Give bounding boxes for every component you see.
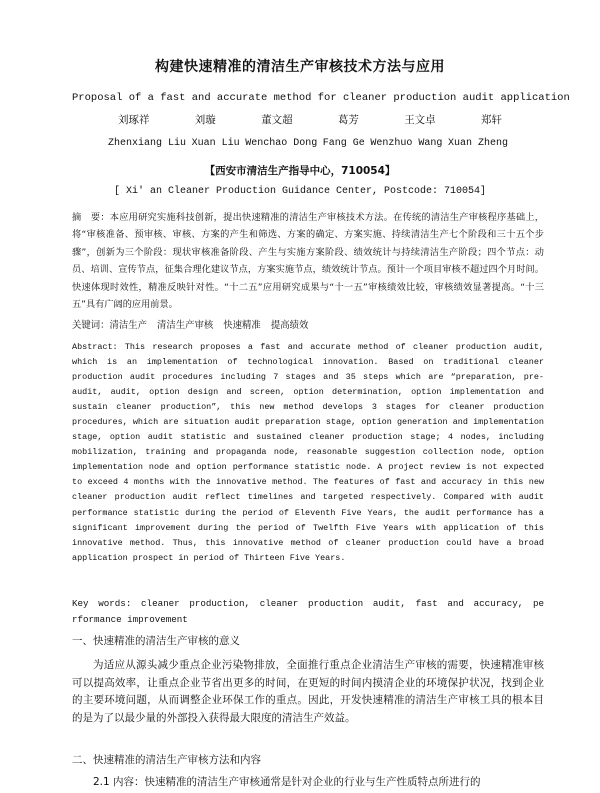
abstract-cn-text: 本应用研究实施科技创新，提出快速精准的清洁生产审核技术方法。在传统的清洁生产审核程序基础上，将“审核准备、预审核、审核、方案的产生和筛选、方案的确定、方案实施、持续清洁生产七个阶段和三十五个步骤”，创新为三个阶段：现状审核准备阶段、产生与实施方案阶段、绩效统计与持续清洁生产阶段；四个节点：动员、培训、宣传节点，征集合理化建议节点，方案实施节点，绩效统计节点。预计一个项目审核不超过四个月时间。快速体现时效性，精准反映针对性。“十二五”应用研究成果与“十一五”审核绩效比较，审核绩效显著提高。“十三五”具有广阔的应用前景。 — [72, 212, 544, 311]
abstract-en: Abstract: This research proposes a fast and accurate method of cleaner production audit, which is an implementation of technological innovation. Based on traditional cleaner production audit procedures including 7 stages and 35 steps which are “preparation, pre-audit, audit, option design and screen, option determination, option implementation and sustain cleaner production”, this new method develops 3 stages for cleaner production procedures, which are situation audit preparation stage, option generation and implementation stage, option audit statistic and sustained cleaner production stage; 4 nodes, including mobilization, training and propaganda node, reasonable suggestion collection node, option implementation node and option performance statistic node. A project review is not expected to exceed 4 months with the innovative method. The features of fast and accuracy in this new cleaner production audit reflect timelines and targeted respectively. Compared with audit performance statistic during the period of Eleventh Five Years, the audit performance has a significant improvement during the period of Twelfth Five Years with application of this innovative method. Thus, this innovative method of cleaner production could have a broad application prospect in period of Thirteen Five Years. — [72, 342, 544, 563]
author-en: Fang Ge — [322, 138, 365, 149]
section-heading-2: 二、快速精准的清洁生产审核方法和内容 — [72, 754, 261, 766]
author-list-cn — [100, 112, 520, 127]
author-en: Zhenxiang Liu — [108, 138, 187, 149]
keyword-cn: 快速精准 — [223, 320, 261, 331]
section-heading-1: 一、快速精准的清洁生产审核的意义 — [72, 635, 240, 647]
keywords-cn-label: 关键词： — [72, 320, 110, 331]
paper-title-cn: 构建快速精准的清洁生产审核技术方法与应用 — [155, 59, 445, 75]
keyword-cn: 清洁生产审核 — [157, 320, 214, 331]
abstract-cn-label: 摘 要： — [72, 212, 110, 223]
keywords-cn — [72, 317, 544, 331]
author-cn: 王文卓 — [404, 114, 436, 126]
author-en: Wenchao Dong — [245, 138, 318, 149]
author-cn: 刘琢祥 — [118, 114, 150, 126]
abstract-cn — [72, 209, 544, 313]
author-cn: 郑轩 — [480, 114, 502, 126]
author-cn: 葛芳 — [337, 114, 359, 126]
paper-title-en: Proposal of a fast and accurate method for cleaner production audit application — [72, 92, 570, 104]
affiliation-cn: 【西安市清洁生产指导中心，710054】 — [204, 165, 396, 177]
keyword-cn: 清洁生产 — [109, 320, 148, 331]
author-en: Xuan Zheng — [447, 138, 508, 149]
keywords-en: Key words: cleaner production, cleaner production audit, fast and accuracy, pe rformance improvement — [72, 598, 544, 625]
author-en: Wenzhuo Wang — [370, 138, 443, 149]
section-1-paragraph: 为适应从源头减少重点企业污染物排放，全面推行重点企业清洁生产审核的需要，快速精准审核可以提高效率，让重点企业节省出更多的时间，在更短的时间内摸清企业的环境保护状况，找到企业的主要环境问题，从而调整企业环保工作的重点。因此，开发快速精准的清洁生产审核工具的根本目的是为了以最少量的外部投入获得最大限度的清洁生产效益。 — [72, 659, 544, 724]
keyword-cn: 提高绩效 — [270, 320, 309, 331]
affiliation-en: [ Xi' an Cleaner Production Guidance Center, Postcode: 710054] — [113, 186, 487, 197]
author-en: Xuan Liu — [191, 138, 240, 149]
author-cn: 刘璇 — [194, 114, 216, 126]
author-cn: 董文超 — [261, 114, 293, 126]
subsection-2-1: 2.1 内容：快速精准的清洁生产审核通常是针对企业的行业与生产性质特点所进行的 — [93, 776, 481, 788]
author-list-en — [108, 138, 508, 149]
